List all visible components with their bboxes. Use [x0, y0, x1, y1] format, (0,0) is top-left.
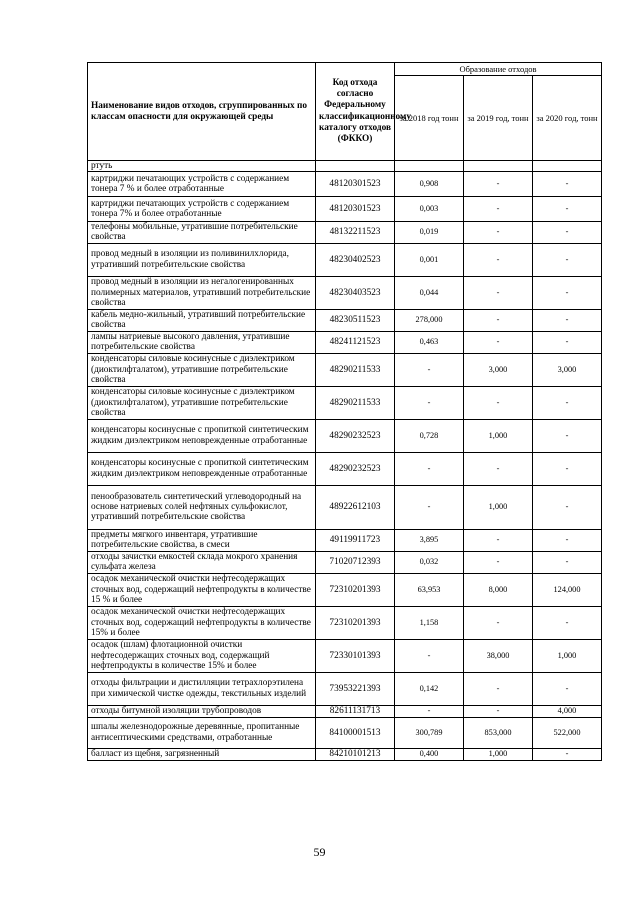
fkko-code-cell: 48230402523 [316, 243, 395, 276]
value-2018-cell: 0,908 [395, 172, 464, 197]
waste-name-cell: отходы зачистки емкостей склада мокрого хранения сульфата железа [88, 551, 316, 573]
fkko-code-cell: 82611131713 [316, 705, 395, 717]
fkko-code-cell: 48290211533 [316, 353, 395, 386]
waste-name-cell: отходы фильтрации и дистилляции тетрахлорэтилена при химической чистке одежды, текстильных изделий [88, 672, 316, 705]
table-row [88, 309, 602, 331]
header-waste-generation: Образование отходов [395, 63, 602, 76]
value-2019-cell: 853,000 [464, 717, 533, 748]
value-2019-cell [464, 161, 533, 172]
value-2018-cell: 0,463 [395, 331, 464, 353]
value-2019-cell: - [464, 452, 533, 485]
fkko-code-cell: 48922612103 [316, 485, 395, 529]
table-row [88, 485, 602, 529]
value-2018-cell: 300,789 [395, 717, 464, 748]
value-2019-cell: - [464, 331, 533, 353]
fkko-code-cell: 48290232523 [316, 419, 395, 452]
waste-name-cell: ртуть [88, 161, 316, 172]
waste-name-cell: кабель медно-жильный, утративший потребительские свойства [88, 309, 316, 331]
table-row [88, 573, 602, 606]
table-row [88, 705, 602, 717]
value-2020-cell: - [533, 672, 602, 705]
value-2018-cell: 0,400 [395, 748, 464, 760]
fkko-code-cell: 48230511523 [316, 309, 395, 331]
value-2019-cell: - [464, 705, 533, 717]
table-row [88, 222, 602, 243]
table-row [88, 172, 602, 197]
value-2020-cell: - [533, 309, 602, 331]
value-2020-cell: 3,000 [533, 353, 602, 386]
waste-name-cell: картриджи печатающих устройств с содержанием тонера 7 % и более отработанные [88, 172, 316, 197]
fkko-code-cell: 71020712393 [316, 551, 395, 573]
value-2020-cell: 522,000 [533, 717, 602, 748]
fkko-code-cell: 49119911723 [316, 529, 395, 551]
fkko-code-cell [316, 161, 395, 172]
waste-name-cell: шпалы железнодорожные деревянные, пропитанные антисептическими средствами, отработанные [88, 717, 316, 748]
table-row [88, 529, 602, 551]
waste-name-cell: осадок механической очистки нефтесодержащих сточных вод, содержащий нефтепродукты в количестве 15% и более [88, 606, 316, 639]
page-number: 59 [313, 845, 326, 859]
waste-name-cell: провод медный в изоляции из негалогенированных полимерных материалов, утративший потребительские свойства [88, 276, 316, 309]
value-2018-cell: 0,001 [395, 243, 464, 276]
value-2018-cell: 3,895 [395, 529, 464, 551]
waste-name-cell: картриджи печатающих устройств с содержанием тонера 7% и более отработанные [88, 197, 316, 222]
table-row [88, 331, 602, 353]
waste-name-cell: конденсаторы косинусные с пропиткой синтетическим жидким диэлектриком неповрежденные отработанные [88, 452, 316, 485]
document-page [87, 62, 601, 761]
value-2020-cell: - [533, 419, 602, 452]
value-2020-cell: - [533, 529, 602, 551]
value-2019-cell: - [464, 222, 533, 243]
waste-name-cell: пенообразователь синтетический углеводородный на основе натриевых солей нефтяных сульфокислот, утративший потребительские свойства [88, 485, 316, 529]
fkko-code-cell: 84210101213 [316, 748, 395, 760]
value-2019-cell: - [464, 551, 533, 573]
value-2018-cell: - [395, 705, 464, 717]
table-row [88, 243, 602, 276]
value-2020-cell: - [533, 222, 602, 243]
fkko-code-cell: 48120301523 [316, 197, 395, 222]
header-year-2020: за 2020 год, тонн [533, 76, 602, 161]
table-row [88, 452, 602, 485]
table-row [88, 606, 602, 639]
waste-name-cell: конденсаторы косинусные с пропиткой синтетическим жидким диэлектриком неповрежденные отработанные [88, 419, 316, 452]
waste-table [87, 62, 602, 761]
value-2019-cell: 3,000 [464, 353, 533, 386]
fkko-code-cell: 48241121523 [316, 331, 395, 353]
table-row [88, 276, 602, 309]
value-2019-cell: - [464, 386, 533, 419]
value-2019-cell: - [464, 606, 533, 639]
waste-name-cell: предметы мягкого инвентаря, утратившие потребительские свойства, в смеси [88, 529, 316, 551]
table-row [88, 639, 602, 672]
value-2018-cell: - [395, 353, 464, 386]
value-2020-cell: - [533, 331, 602, 353]
value-2019-cell: - [464, 672, 533, 705]
value-2019-cell: - [464, 243, 533, 276]
table-row [88, 672, 602, 705]
fkko-code-cell: 72310201393 [316, 573, 395, 606]
value-2018-cell: 0,032 [395, 551, 464, 573]
value-2019-cell: 1,000 [464, 419, 533, 452]
fkko-code-cell: 48132211523 [316, 222, 395, 243]
value-2019-cell: - [464, 276, 533, 309]
header-fkko-code: Код отхода согласно Федеральному классификационному каталогу отходов (ФККО) [316, 63, 395, 161]
table-row [88, 419, 602, 452]
value-2018-cell: - [395, 639, 464, 672]
fkko-code-cell: 72330101393 [316, 639, 395, 672]
fkko-code-cell: 48290232523 [316, 452, 395, 485]
header-waste-name: Наименование видов отходов, сгруппированных по классам опасности для окружающей среды [88, 63, 316, 161]
value-2020-cell: - [533, 386, 602, 419]
fkko-code-cell: 72310201393 [316, 606, 395, 639]
table-row [88, 386, 602, 419]
value-2019-cell: - [464, 529, 533, 551]
value-2018-cell [395, 161, 464, 172]
header-year-2018: за 2018 год тонн [395, 76, 464, 161]
value-2018-cell: 0,044 [395, 276, 464, 309]
waste-name-cell: отходы битумной изоляции трубопроводов [88, 705, 316, 717]
value-2020-cell: 1,000 [533, 639, 602, 672]
fkko-code-cell: 48230403523 [316, 276, 395, 309]
value-2019-cell: - [464, 197, 533, 222]
value-2018-cell: - [395, 386, 464, 419]
value-2019-cell: 8,000 [464, 573, 533, 606]
value-2018-cell: 1,158 [395, 606, 464, 639]
value-2020-cell: - [533, 452, 602, 485]
waste-name-cell: осадок механической очистки нефтесодержащих сточных вод, содержащий нефтепродукты в количестве 15 % и более [88, 573, 316, 606]
value-2020-cell: - [533, 276, 602, 309]
value-2020-cell [533, 161, 602, 172]
table-row [88, 161, 602, 172]
table-row [88, 748, 602, 760]
value-2018-cell: 278,000 [395, 309, 464, 331]
table-row [88, 551, 602, 573]
value-2018-cell: 0,142 [395, 672, 464, 705]
table-row [88, 717, 602, 748]
value-2018-cell: 0,728 [395, 419, 464, 452]
value-2020-cell: 124,000 [533, 573, 602, 606]
waste-name-cell: телефоны мобильные, утратившие потребительские свойства [88, 222, 316, 243]
fkko-code-cell: 84100001513 [316, 717, 395, 748]
waste-name-cell: балласт из щебня, загрязненный [88, 748, 316, 760]
value-2019-cell: 1,000 [464, 748, 533, 760]
value-2018-cell: 0,019 [395, 222, 464, 243]
value-2019-cell: - [464, 172, 533, 197]
waste-name-cell: осадок (шлам) флотационной очистки нефтесодержащих сточных вод, содержащий нефтепродукты в количестве 15% и более [88, 639, 316, 672]
value-2019-cell: - [464, 309, 533, 331]
fkko-code-cell: 48290211533 [316, 386, 395, 419]
value-2018-cell: 0,003 [395, 197, 464, 222]
waste-name-cell: лампы натриевые высокого давления, утратившие потребительские свойства [88, 331, 316, 353]
waste-name-cell: конденсаторы силовые косинусные с диэлектриком (диоктилфталатом), утратившие потребительские свойства [88, 386, 316, 419]
value-2020-cell: 4,000 [533, 705, 602, 717]
value-2020-cell: - [533, 243, 602, 276]
header-year-2019: за 2019 год, тонн [464, 76, 533, 161]
value-2020-cell: - [533, 172, 602, 197]
value-2019-cell: 38,000 [464, 639, 533, 672]
waste-name-cell: конденсаторы силовые косинусные с диэлектриком (диоктилфталатом), утратившие потребительские свойства [88, 353, 316, 386]
fkko-code-cell: 73953221393 [316, 672, 395, 705]
value-2020-cell: - [533, 606, 602, 639]
value-2019-cell: 1,000 [464, 485, 533, 529]
table-row [88, 353, 602, 386]
value-2020-cell: - [533, 197, 602, 222]
waste-table-body [88, 161, 602, 761]
value-2020-cell: - [533, 748, 602, 760]
value-2018-cell: - [395, 452, 464, 485]
value-2020-cell: - [533, 551, 602, 573]
table-row [88, 197, 602, 222]
value-2018-cell: 63,953 [395, 573, 464, 606]
fkko-code-cell: 48120301523 [316, 172, 395, 197]
value-2020-cell: - [533, 485, 602, 529]
waste-name-cell: провод медный в изоляции из поливинилхлорида, утративший потребительские свойства [88, 243, 316, 276]
value-2018-cell: - [395, 485, 464, 529]
